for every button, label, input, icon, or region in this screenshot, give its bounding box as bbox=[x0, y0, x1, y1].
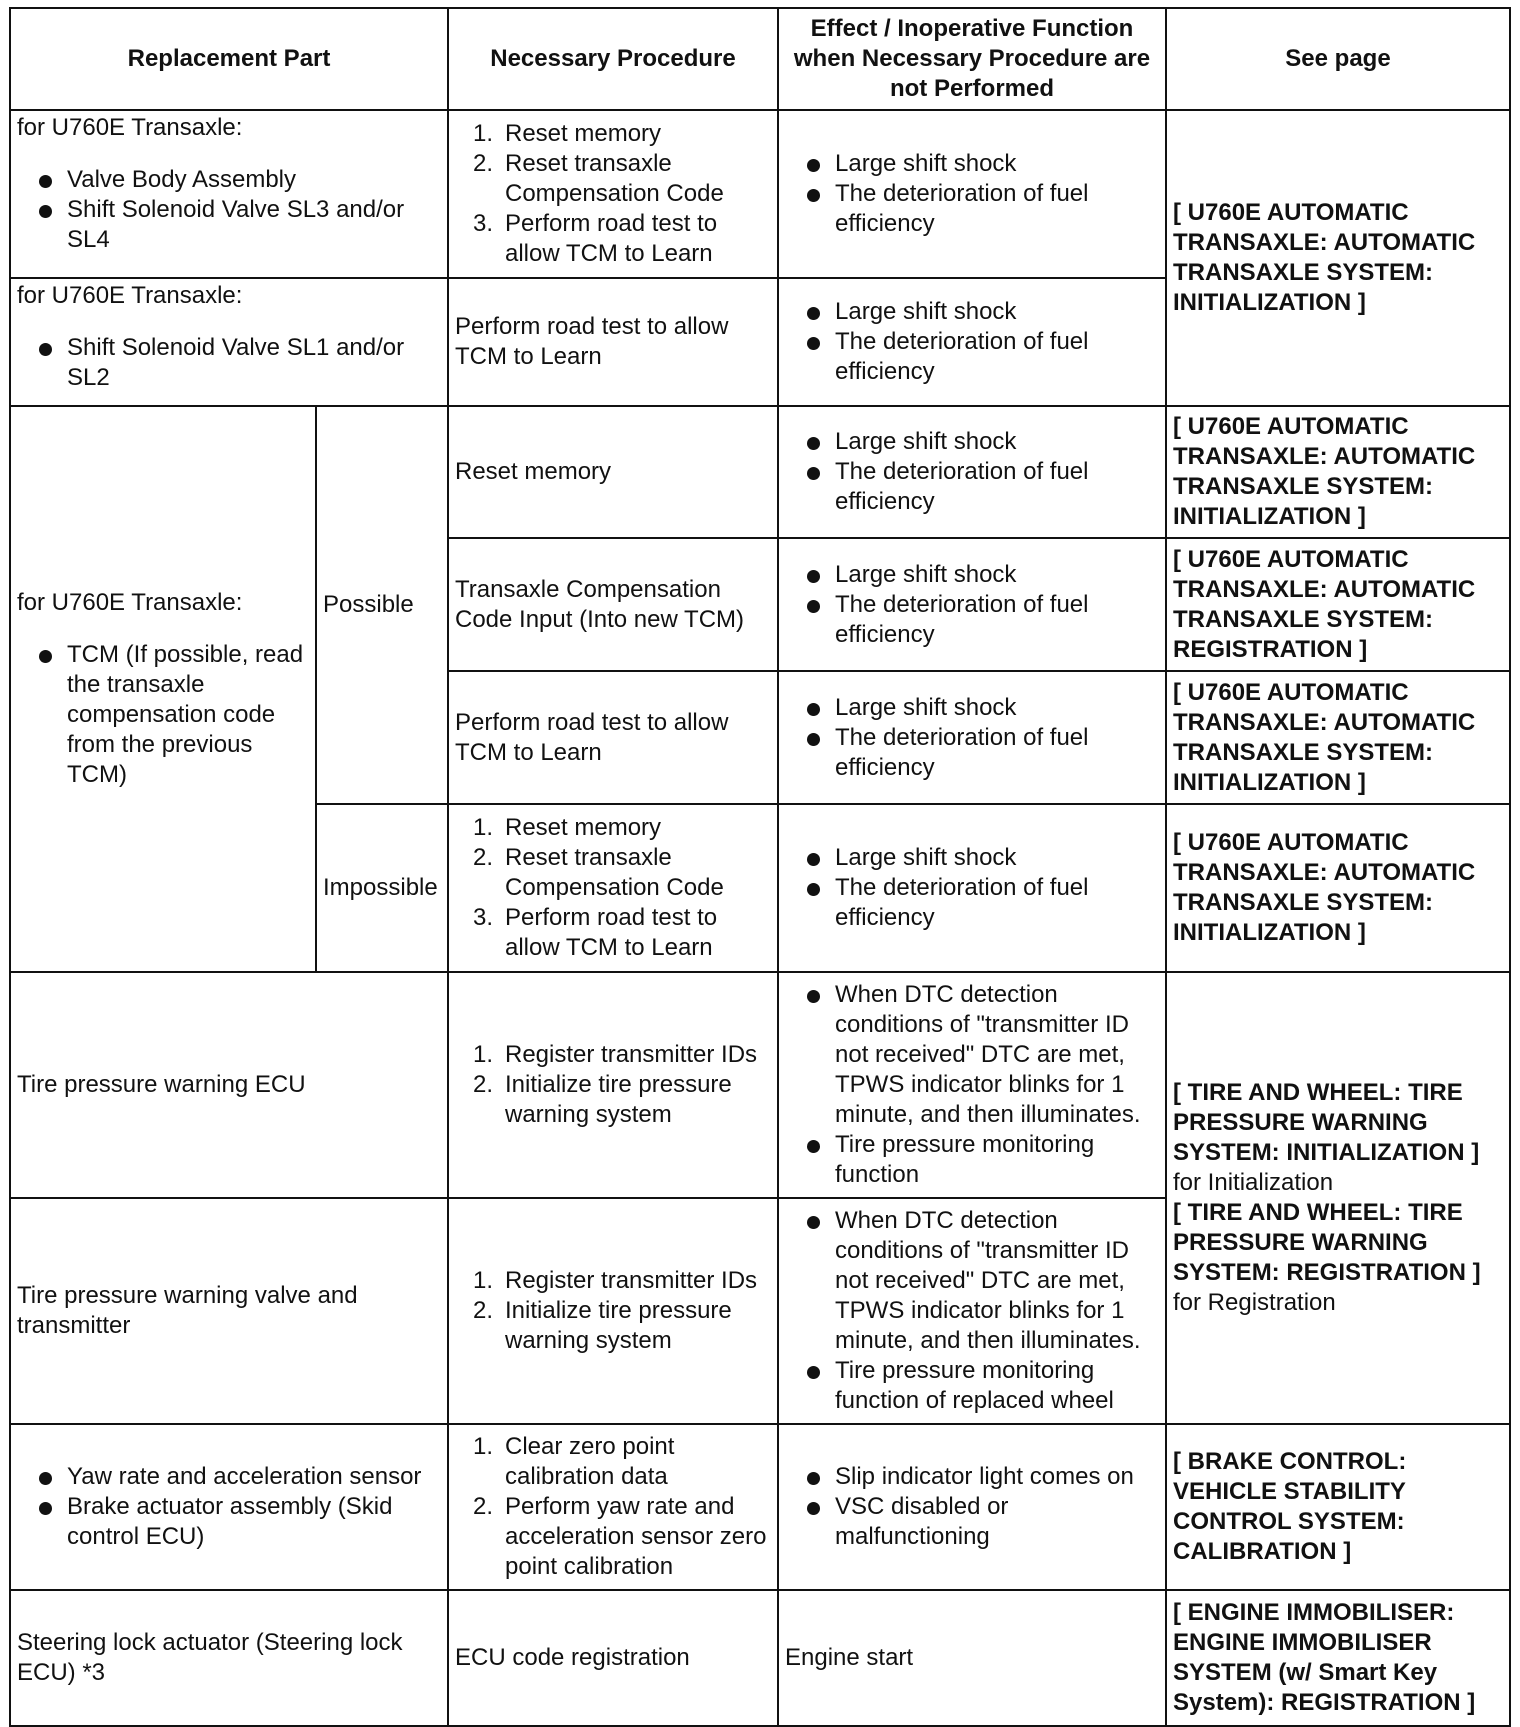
effect-list bbox=[785, 1206, 1159, 1416]
procedure-cell: Transaxle Compensation Code Input (Into new TCM) bbox=[448, 538, 778, 671]
list-item: Large shift shock bbox=[785, 843, 1159, 873]
header-effect: Effect / Inoperative Function when Necessary Procedure are not Performed bbox=[778, 8, 1166, 110]
procedure-cell: Perform road test to allow TCM to Learn bbox=[448, 278, 778, 406]
list-item: 1. Register transmitter IDs bbox=[473, 1041, 758, 1068]
replacement-procedure-table-wrapper bbox=[9, 7, 1511, 1727]
table-row bbox=[10, 110, 1510, 278]
list-item: The deterioration of fuel efficiency bbox=[785, 590, 1159, 650]
list-item: 1. Reset memory bbox=[473, 814, 662, 841]
effect-cell bbox=[778, 972, 1166, 1198]
part-cell bbox=[10, 110, 448, 278]
see-ref-registration: [ TIRE AND WHEEL: TIRE PRESSURE WARNING SYSTEM: REGISTRATION ] bbox=[1173, 1199, 1481, 1286]
part-cell: Steering lock actuator (Steering lock ECU) *3 bbox=[10, 1590, 448, 1726]
list-item: 3. Perform road test to allow TCM to Learn bbox=[473, 210, 718, 267]
effect-list bbox=[785, 149, 1159, 239]
table-row bbox=[10, 406, 1510, 538]
effect-list bbox=[785, 297, 1159, 387]
list-item: 2. Reset transaxle Compensation Code bbox=[473, 150, 724, 207]
part-cell: Tire pressure warning ECU bbox=[10, 972, 448, 1198]
table-row bbox=[10, 1424, 1510, 1590]
see-page-cell: [ U760E AUTOMATIC TRANSAXLE: AUTOMATIC TRANSAXLE SYSTEM: INITIALIZATION ] bbox=[1166, 671, 1510, 804]
list-item: 1. Clear zero point calibration data bbox=[473, 1433, 675, 1490]
list-item: Large shift shock bbox=[785, 297, 1159, 327]
list-item: Yaw rate and acceleration sensor bbox=[17, 1462, 441, 1492]
part-intro: for U760E Transaxle: bbox=[17, 114, 243, 141]
effect-cell bbox=[778, 804, 1166, 972]
list-item: 3. Perform road test to allow TCM to Learn bbox=[473, 904, 718, 961]
list-item: TCM (If possible, read the transaxle compensation code from the previous TCM) bbox=[17, 640, 309, 790]
header-necessary-procedure: Necessary Procedure bbox=[448, 8, 778, 110]
list-item: Tire pressure monitoring function bbox=[785, 1130, 1159, 1190]
effect-cell bbox=[778, 1424, 1166, 1590]
see-note-initialization: for Initialization bbox=[1173, 1169, 1334, 1196]
see-page-cell-tpws bbox=[1166, 972, 1510, 1424]
list-item: VSC disabled or malfunctioning bbox=[785, 1492, 1159, 1552]
header-see-page: See page bbox=[1166, 8, 1510, 110]
list-item: Valve Body Assembly bbox=[17, 165, 441, 195]
see-page-cell: [ U760E AUTOMATIC TRANSAXLE: AUTOMATIC TRANSAXLE SYSTEM: INITIALIZATION ] bbox=[1166, 406, 1510, 538]
see-ref-initialization: [ TIRE AND WHEEL: TIRE PRESSURE WARNING SYSTEM: INITIALIZATION ] bbox=[1173, 1079, 1480, 1166]
list-item: When DTC detection conditions of "transmitter ID not received" DTC are met, TPWS indicator blinks for 1 minute, and then illuminates. bbox=[785, 1206, 1159, 1356]
list-item: Large shift shock bbox=[785, 560, 1159, 590]
effect-cell bbox=[778, 538, 1166, 671]
list-item: 1. Register transmitter IDs bbox=[473, 1267, 758, 1294]
list-item: Shift Solenoid Valve SL3 and/or SL4 bbox=[17, 195, 441, 255]
header-row bbox=[10, 8, 1510, 110]
part-cell bbox=[10, 1424, 448, 1590]
procedure-steps bbox=[455, 1040, 771, 1130]
header-replacement-part: Replacement Part bbox=[10, 8, 448, 110]
list-item: 2. Reset transaxle Compensation Code bbox=[473, 844, 724, 901]
effect-cell: Engine start bbox=[778, 1590, 1166, 1726]
effect-cell bbox=[778, 671, 1166, 804]
list-item: The deterioration of fuel efficiency bbox=[785, 457, 1159, 517]
list-item: 2. Perform yaw rate and acceleration sensor zero point calibration bbox=[473, 1493, 767, 1580]
list-item: The deterioration of fuel efficiency bbox=[785, 327, 1159, 387]
see-page-cell: [ U760E AUTOMATIC TRANSAXLE: AUTOMATIC TRANSAXLE SYSTEM: INITIALIZATION ] bbox=[1166, 110, 1510, 406]
see-page-cell: [ U760E AUTOMATIC TRANSAXLE: AUTOMATIC TRANSAXLE SYSTEM: INITIALIZATION ] bbox=[1166, 804, 1510, 972]
list-item: Shift Solenoid Valve SL1 and/or SL2 bbox=[17, 333, 441, 393]
list-item: The deterioration of fuel efficiency bbox=[785, 873, 1159, 933]
effect-cell bbox=[778, 1198, 1166, 1424]
procedure-steps bbox=[455, 813, 771, 963]
effect-list bbox=[785, 560, 1159, 650]
list-item: 1. Reset memory bbox=[473, 120, 662, 147]
procedure-steps bbox=[455, 119, 771, 269]
list-item: Large shift shock bbox=[785, 693, 1159, 723]
list-item: Slip indicator light comes on bbox=[785, 1462, 1159, 1492]
part-cell-tcm bbox=[10, 406, 316, 972]
procedure-cell bbox=[448, 110, 778, 278]
replacement-procedure-table bbox=[9, 7, 1511, 1727]
see-page-cell: [ ENGINE IMMOBILISER: ENGINE IMMOBILISER SYSTEM (w/ Smart Key System): REGISTRATION ] bbox=[1166, 1590, 1510, 1726]
part-cell bbox=[10, 278, 448, 406]
list-item: Large shift shock bbox=[785, 427, 1159, 457]
list-item: The deterioration of fuel efficiency bbox=[785, 723, 1159, 783]
list-item: The deterioration of fuel efficiency bbox=[785, 179, 1159, 239]
list-item: Tire pressure monitoring function of replaced wheel bbox=[785, 1356, 1159, 1416]
possible-label: Possible bbox=[316, 406, 448, 804]
procedure-cell bbox=[448, 972, 778, 1198]
list-item: When DTC detection conditions of "transmitter ID not received" DTC are met, TPWS indicator blinks for 1 minute, and then illuminates. bbox=[785, 980, 1159, 1130]
part-intro: for U760E Transaxle: bbox=[17, 282, 243, 309]
table-row bbox=[10, 1590, 1510, 1726]
part-list bbox=[17, 333, 441, 393]
effect-cell bbox=[778, 406, 1166, 538]
part-list bbox=[17, 640, 309, 790]
part-cell: Tire pressure warning valve and transmitter bbox=[10, 1198, 448, 1424]
effect-list bbox=[785, 427, 1159, 517]
list-item: 2. Initialize tire pressure warning system bbox=[473, 1071, 732, 1128]
part-list bbox=[17, 165, 441, 255]
procedure-cell: Reset memory bbox=[448, 406, 778, 538]
impossible-label: Impossible bbox=[316, 804, 448, 972]
see-note-registration: for Registration bbox=[1173, 1289, 1336, 1316]
effect-cell bbox=[778, 278, 1166, 406]
see-page-cell: [ BRAKE CONTROL: VEHICLE STABILITY CONTROL SYSTEM: CALIBRATION ] bbox=[1166, 1424, 1510, 1590]
effect-cell bbox=[778, 110, 1166, 278]
procedure-steps bbox=[455, 1266, 771, 1356]
procedure-steps bbox=[455, 1432, 771, 1582]
effect-list bbox=[785, 1462, 1159, 1552]
part-list bbox=[17, 1462, 441, 1552]
list-item: 2. Initialize tire pressure warning system bbox=[473, 1297, 732, 1354]
procedure-cell bbox=[448, 1424, 778, 1590]
effect-list bbox=[785, 980, 1159, 1190]
see-page-cell: [ U760E AUTOMATIC TRANSAXLE: AUTOMATIC TRANSAXLE SYSTEM: REGISTRATION ] bbox=[1166, 538, 1510, 671]
list-item: Brake actuator assembly (Skid control ECU) bbox=[17, 1492, 441, 1552]
effect-list bbox=[785, 693, 1159, 783]
table-row bbox=[10, 972, 1510, 1198]
procedure-cell bbox=[448, 1198, 778, 1424]
effect-list bbox=[785, 843, 1159, 933]
part-intro: for U760E Transaxle: bbox=[17, 589, 243, 616]
procedure-cell: Perform road test to allow TCM to Learn bbox=[448, 671, 778, 804]
procedure-cell: ECU code registration bbox=[448, 1590, 778, 1726]
procedure-cell bbox=[448, 804, 778, 972]
list-item: Large shift shock bbox=[785, 149, 1159, 179]
